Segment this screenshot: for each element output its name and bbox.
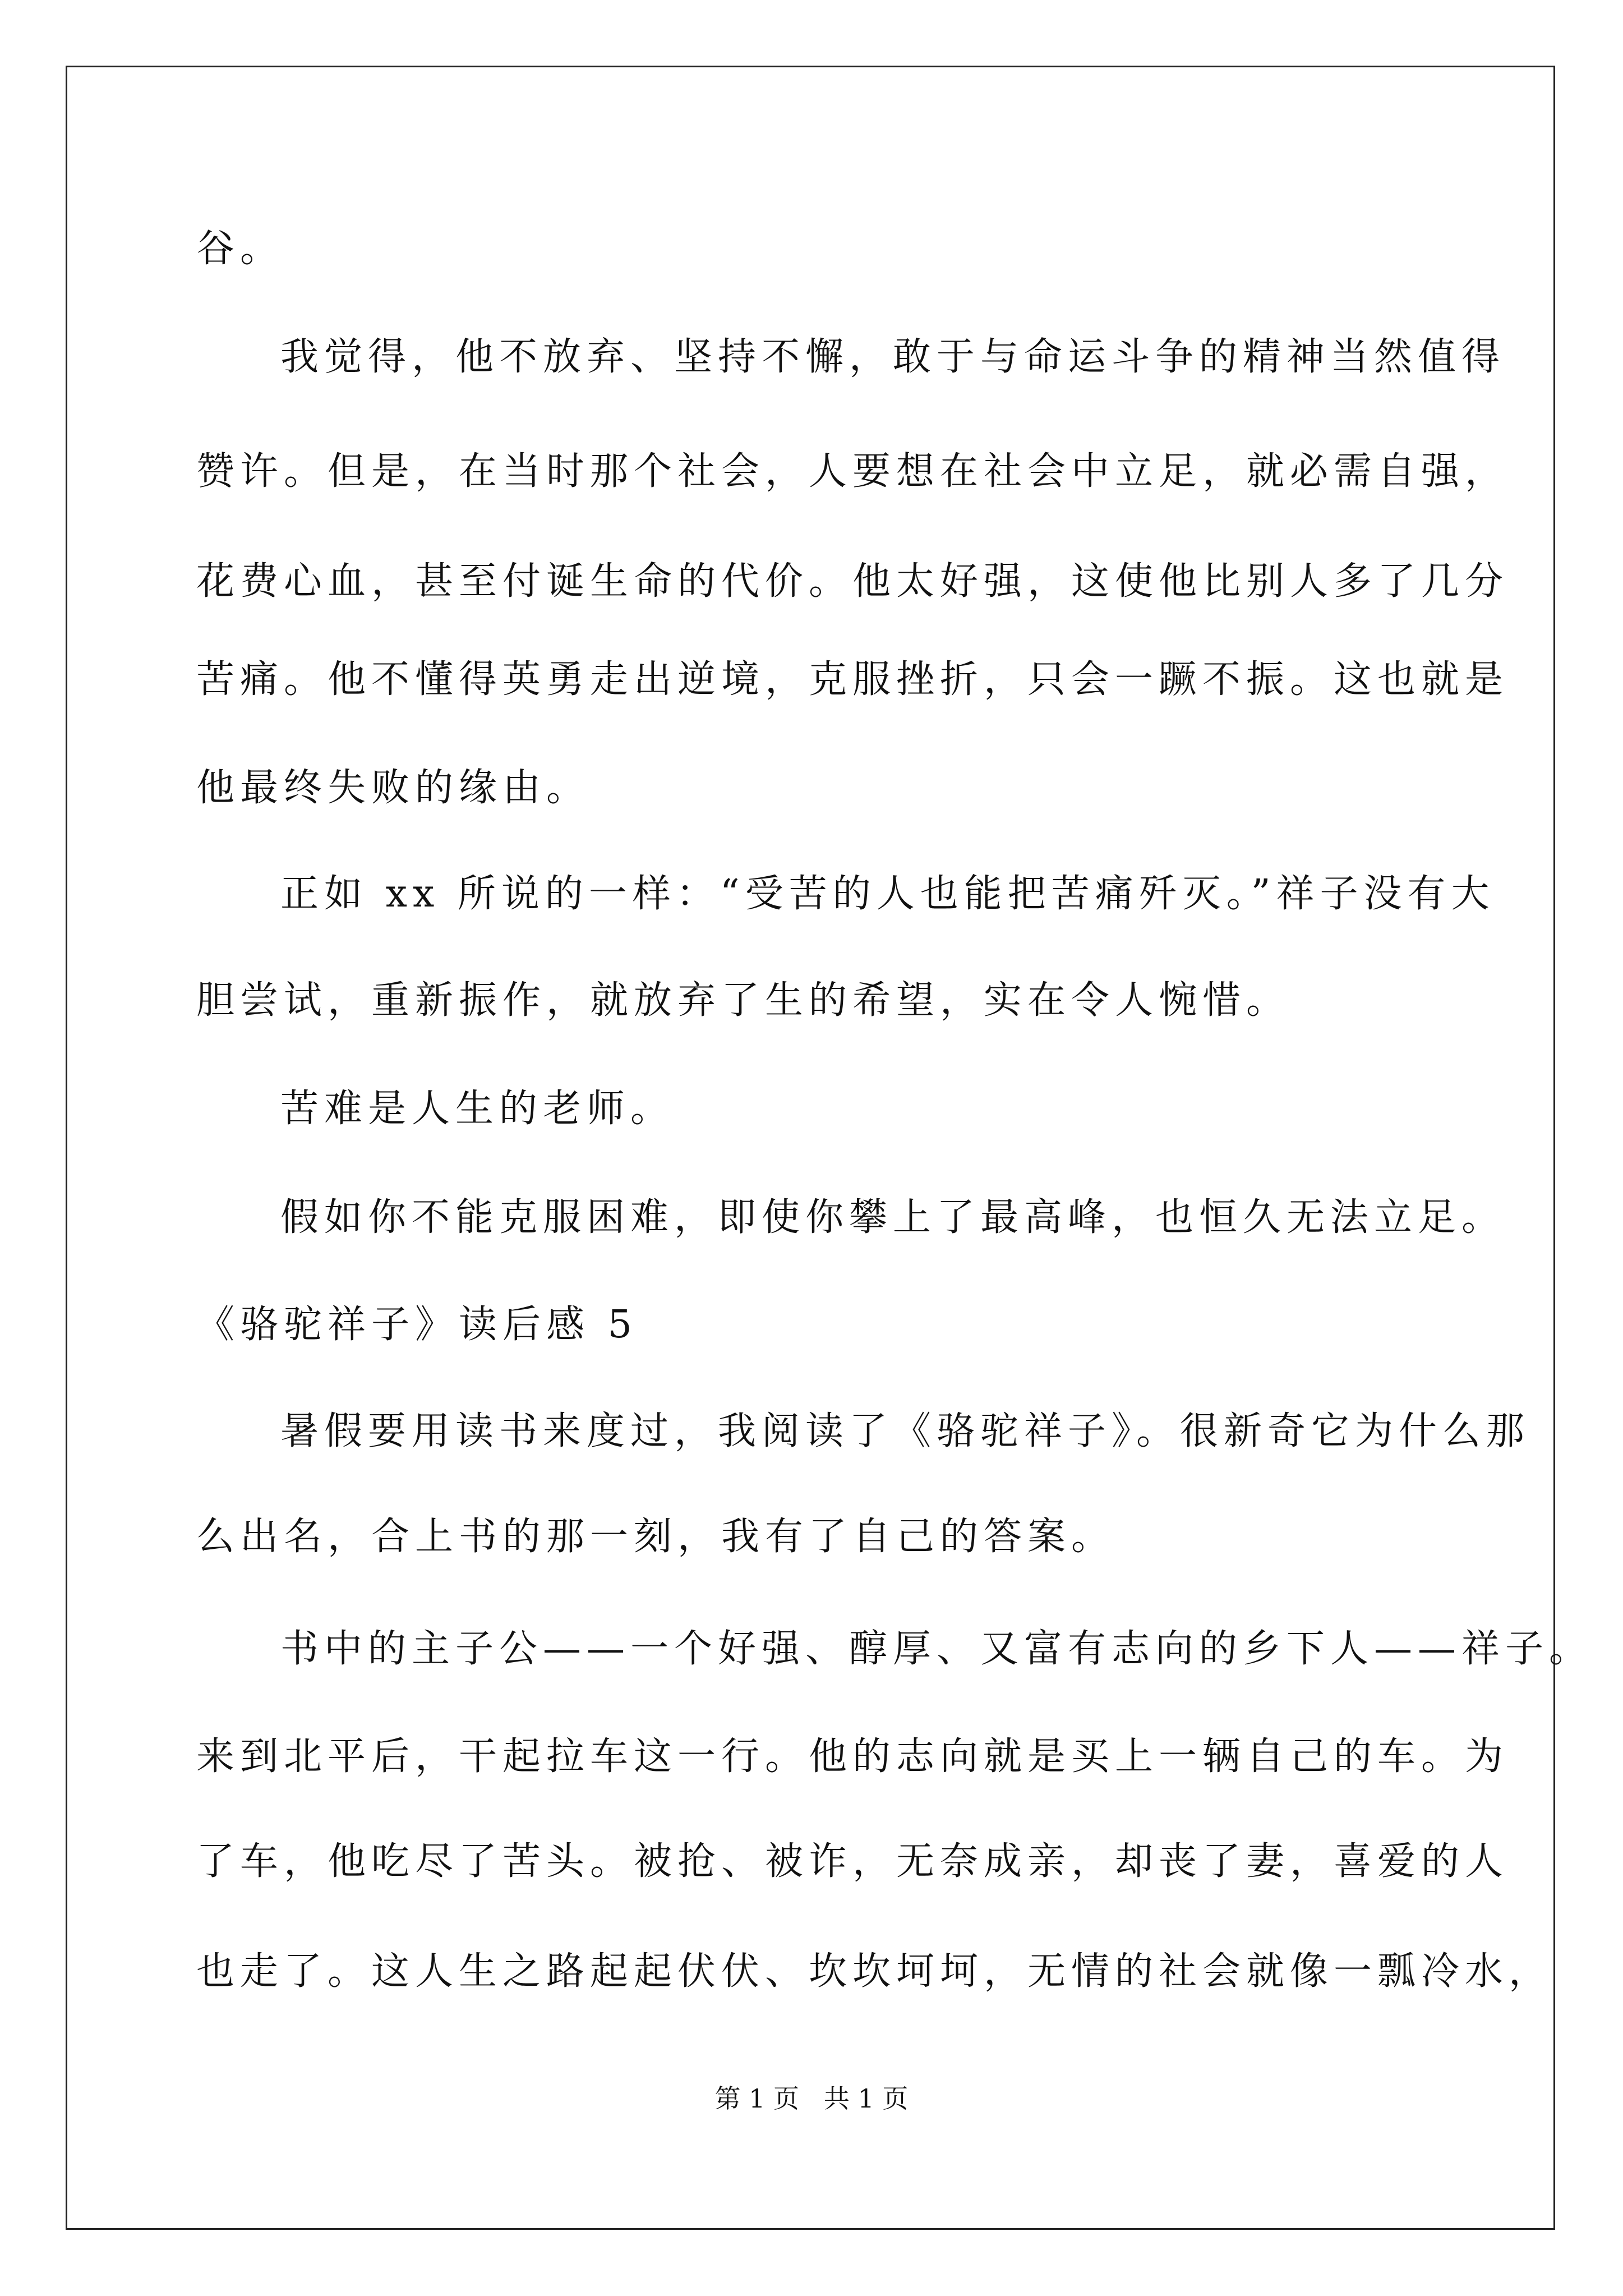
text-line: 胆尝试，重新振作，就放弃了生的希望，实在令人惋惜。 — [196, 978, 1290, 1023]
section-heading: 《骆驼祥子》读后感 5 — [196, 1303, 638, 1347]
text-line: 花费心血，甚至付诞生命的代价。他太好强，这使他比别人多了几分 — [196, 559, 1509, 604]
text-line: 了车，他吃尽了苦头。被抢、被诈，无奈成亲，却丧了妻，喜爱的人 — [196, 1839, 1509, 1884]
text-line: 正如 xx 所说的一样：“受苦的人也能把苦痛歼灭。”祥子没有大 — [280, 872, 1495, 916]
text-line: 我觉得，他不放弃、坚持不懈，敢于与命运斗争的精神当然值得 — [280, 335, 1506, 379]
text-line: 暑假要用读书来度过，我阅读了《骆驼祥子》。很新奇它为什么那 — [280, 1409, 1530, 1453]
text-line: 也走了。这人生之路起起伏伏、坎坎坷坷，无情的社会就像一瓢冷水， — [196, 1949, 1553, 1994]
page-border — [66, 66, 1555, 2230]
text-line: 他最终失败的缘由。 — [196, 766, 591, 810]
text-line: 假如你不能克服困难，即使你攀上了最高峰，也恒久无法立足。 — [280, 1195, 1506, 1240]
text-line: 么出名，合上书的那一刻，我有了自己的答案。 — [196, 1515, 1115, 1559]
text-line: 苦难是人生的老师。 — [280, 1087, 675, 1131]
text-line: 赞许。但是，在当时那个社会，人要想在社会中立足，就必需自强， — [196, 449, 1509, 494]
text-line: 书中的主子公——一个好强、醇厚、又富有志向的乡下人——祥子。 — [280, 1627, 1593, 1671]
text-line: 来到北平后，干起拉车这一行。他的志向就是买上一辆自己的车。为 — [196, 1734, 1509, 1779]
text-line: 苦痛。他不懂得英勇走出逆境，克服挫折，只会一蹶不振。这也就是 — [196, 657, 1509, 702]
text-line: 谷。 — [196, 227, 284, 271]
page-footer: 第 1 页 共 1 页 — [714, 2083, 909, 2114]
